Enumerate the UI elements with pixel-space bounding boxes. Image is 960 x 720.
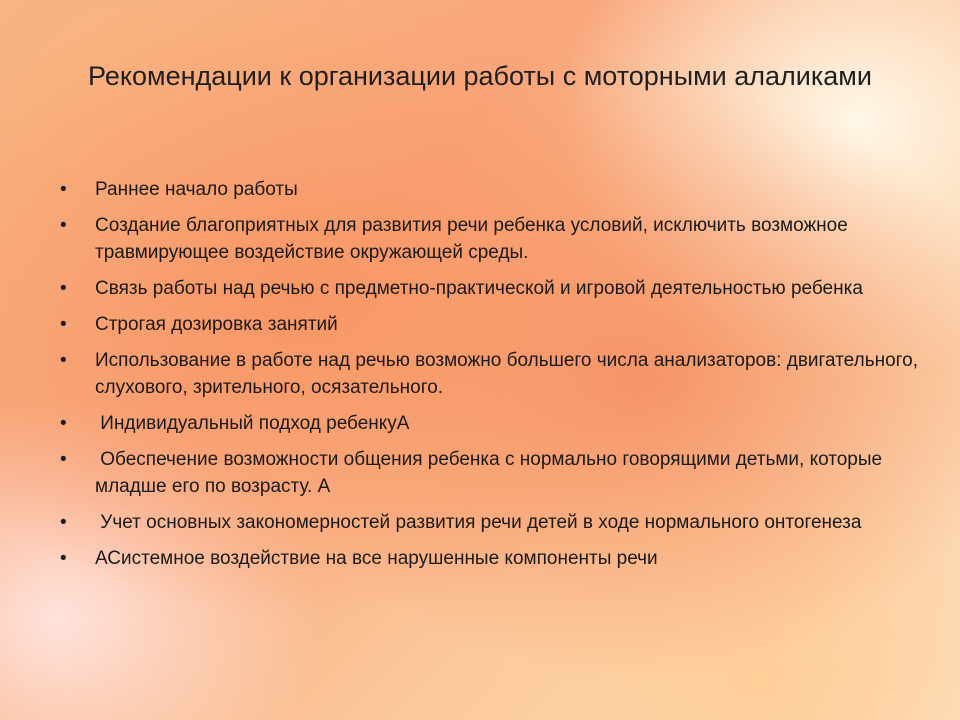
- bullet-icon: •: [60, 350, 67, 371]
- list-item: [60, 275, 920, 302]
- bullet-icon: •: [60, 413, 67, 434]
- list-item: [60, 446, 920, 500]
- bullet-icon: •: [60, 179, 67, 200]
- list-item-text: Учет основных закономерностей развития речи детей в ходе нормального онтогенеза: [95, 512, 862, 533]
- list-item: [60, 509, 920, 536]
- list-item: [60, 176, 920, 203]
- list-item-text: Связь работы над речью с предметно-практической и игровой деятельностью ребенка: [95, 278, 863, 299]
- bullet-icon: •: [60, 314, 67, 335]
- slide-title: Рекомендации к организации работы с моторными алаликами: [88, 61, 872, 91]
- bullet-icon: •: [60, 548, 67, 569]
- list-item: [60, 347, 920, 401]
- list-item: [60, 212, 920, 266]
- list-item-text: Индивидуальный подход ребенкуА: [95, 413, 410, 434]
- bullet-icon: •: [60, 215, 67, 236]
- list-item-text: Обеспечение возможности общения ребенка с нормально говорящими детьми, которые младше его по возрасту. А: [95, 449, 888, 497]
- list-item: [60, 410, 920, 437]
- bullet-icon: •: [60, 449, 67, 470]
- list-item-text: Использование в работе над речью возможно большего числа анализаторов: двигательного, слухового, зрительного, осязательного.: [95, 350, 919, 398]
- list-item: [60, 311, 920, 338]
- bullet-list: [60, 176, 920, 581]
- list-item-text: Строгая дозировка занятий: [95, 314, 338, 335]
- bullet-icon: •: [60, 278, 67, 299]
- list-item-text: Раннее начало работы: [95, 179, 298, 200]
- bullet-icon: •: [60, 512, 67, 533]
- list-item-text: Создание благоприятных для развития речи ребенка условий, исключить возможное травмирующее воздействие окружающей среды.: [95, 215, 848, 263]
- list-item: [60, 545, 920, 572]
- list-item-text: АСистемное воздействие на все нарушенные компоненты речи: [95, 548, 658, 569]
